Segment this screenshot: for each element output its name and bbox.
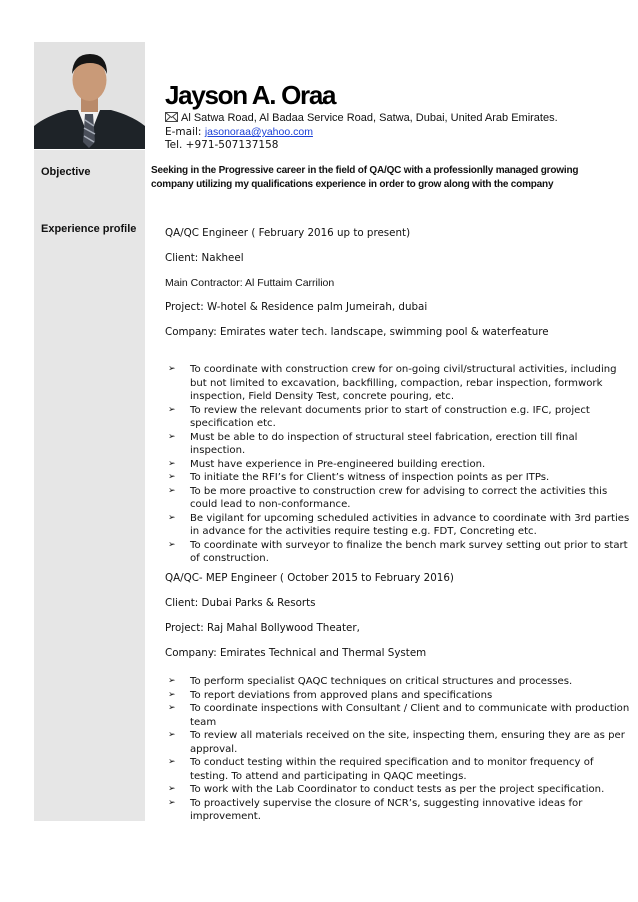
list-item: ➢ Must have experience in Pre-engineered building erection. bbox=[168, 458, 486, 470]
list-item: ➢ To proactively supervise the closure of NCR’s, suggesting innovative ideas for improvement. bbox=[168, 797, 583, 822]
experience-label: Experience profile bbox=[41, 223, 137, 235]
arrowhead-bullet-icon: ➢ bbox=[168, 689, 176, 700]
arrowhead-bullet-icon: ➢ bbox=[168, 703, 176, 713]
job2-project: Project: Raj Mahal Bollywood Theater, bbox=[165, 622, 360, 634]
address-line bbox=[165, 112, 558, 126]
list-item: ➢ To initiate the RFI’s for Client’s witness of inspection points as per ITPs. bbox=[168, 472, 550, 483]
phone-line: Tel. +971-507137158 bbox=[165, 139, 279, 151]
arrowhead-bullet-icon: ➢ bbox=[168, 797, 176, 808]
arrowhead-bullet-icon: ➢ bbox=[168, 472, 176, 482]
list-item: ➢ To work with the Lab Coordinator to conduct tests as per the project specification. bbox=[168, 784, 605, 795]
list-item: ➢ To review all materials received on the site, inspecting them, ensuring they are as per approval. bbox=[168, 730, 625, 755]
objective-text: Seeking in the Progressive career in the field of QA/QC with a professionlly managed growing company utilizing my qualifications experience in order to grow along with the company bbox=[151, 165, 579, 190]
job2-client: Client: Dubai Parks & Resorts bbox=[165, 597, 316, 609]
job1-title: QA/QC Engineer ( February 2016 up to present) bbox=[165, 227, 411, 239]
list-item: ➢ Must be able to do inspection of structural steel fabrication, erection till final inspection. bbox=[168, 431, 578, 456]
list-item: ➢ To coordinate with surveyor to finalize the bench mark survey setting out prior to start of construction. bbox=[168, 539, 628, 564]
arrowhead-bullet-icon: ➢ bbox=[168, 512, 176, 523]
job2-title: QA/QC- MEP Engineer ( October 2015 to February 2016) bbox=[165, 572, 454, 584]
list-item: ➢ To review the relevant documents prior to start of construction e.g. IFC, project specification etc. bbox=[168, 404, 590, 429]
list-item: ➢ To report deviations from approved plans and specifications bbox=[168, 689, 493, 701]
sidebar-column bbox=[34, 150, 145, 821]
list-item: ➢ To perform specialist QAQC techniques on critical structures and processes. bbox=[168, 676, 573, 687]
arrowhead-bullet-icon: ➢ bbox=[168, 757, 176, 767]
objective-label: Objective bbox=[41, 166, 91, 178]
arrowhead-bullet-icon: ➢ bbox=[168, 404, 176, 415]
address-text: Al Satwa Road, Al Badaa Service Road, Satwa, Dubai, United Arab Emirates. bbox=[181, 112, 558, 124]
arrowhead-bullet-icon: ➢ bbox=[168, 431, 176, 442]
arrowhead-bullet-icon: ➢ bbox=[168, 784, 176, 794]
job1-company: Company: Emirates water tech. landscape, swimming pool & waterfeature bbox=[165, 326, 549, 338]
candidate-name: Jayson A. Oraa bbox=[165, 80, 336, 110]
job1-client: Client: Nakheel bbox=[165, 252, 244, 264]
list-item: ➢ To conduct testing within the required specification and to monitor frequency of testing. To attend and participating in QAQC meetings. bbox=[168, 757, 594, 782]
arrowhead-bullet-icon: ➢ bbox=[168, 539, 176, 550]
envelope-icon bbox=[165, 112, 178, 126]
arrowhead-bullet-icon: ➢ bbox=[168, 364, 176, 374]
profile-photo bbox=[34, 42, 145, 149]
arrowhead-bullet-icon: ➢ bbox=[168, 485, 176, 496]
arrowhead-bullet-icon: ➢ bbox=[168, 730, 176, 740]
arrowhead-bullet-icon: ➢ bbox=[168, 676, 176, 686]
email-label: E-mail: bbox=[165, 126, 202, 138]
job1-contractor: Main Contractor: Al Futtaim Carrilion bbox=[165, 277, 335, 289]
job1-duties-list bbox=[168, 363, 630, 566]
arrowhead-bullet-icon: ➢ bbox=[168, 458, 176, 469]
list-item: ➢ To coordinate with construction crew for on-going civil/structural activities, including but not limited to excavation, backfilling, compaction, rebar inspection, formwork inspection, Field Density Test, concrete pouring, etc. bbox=[168, 364, 617, 402]
list-item: ➢ To coordinate inspections with Consultant / Client and to communicate with production team bbox=[168, 703, 630, 728]
job2-duties-list bbox=[168, 675, 630, 824]
contact-block bbox=[165, 112, 558, 152]
job2-company: Company: Emirates Technical and Thermal System bbox=[165, 647, 427, 659]
email-link[interactable]: jasonoraa@yahoo.com bbox=[204, 126, 313, 138]
job1-project: Project: W-hotel & Residence palm Jumeirah, dubai bbox=[165, 301, 428, 313]
list-item: ➢ Be vigilant for upcoming scheduled activities in advance to coordinate with 3rd parties in advance for the activities require testing e.g. FDT, Concreting etc. bbox=[168, 512, 630, 537]
list-item: ➢ To be more proactive to construction crew for advising to correct the activities this could lead to non-conformance. bbox=[168, 485, 608, 510]
email-line bbox=[165, 126, 558, 139]
